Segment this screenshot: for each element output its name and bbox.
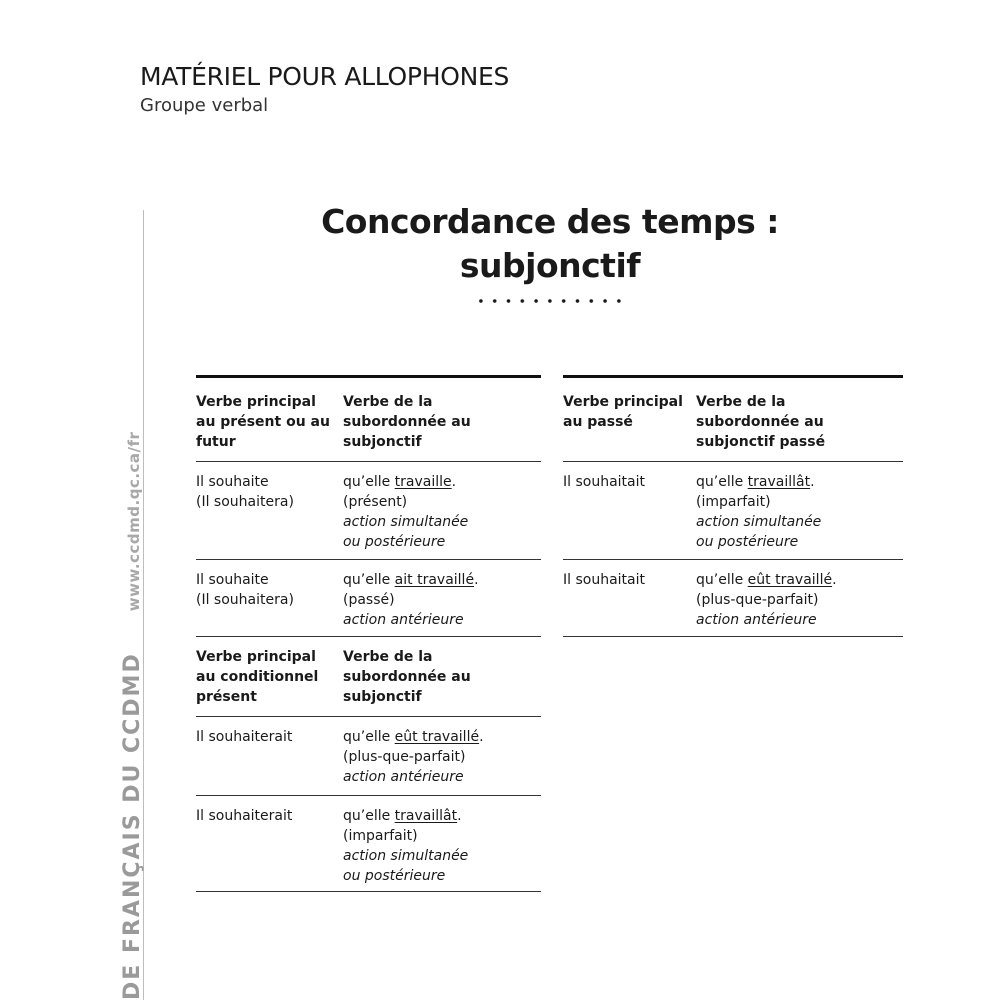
title-line-1: Concordance des temps :	[321, 202, 779, 241]
example-prefix: qu’elle	[343, 474, 395, 490]
example-suffix: .	[474, 572, 479, 588]
tense-label: (imparfait)	[343, 828, 418, 844]
tense-label: (passé)	[343, 592, 395, 608]
action-note-cont: ou postérieure	[343, 868, 446, 884]
example-sentence	[696, 570, 893, 590]
example-verb: eût travaillé	[394, 729, 480, 745]
tense-label: (plus-que-parfait)	[343, 749, 466, 765]
example-verb: travaillât	[394, 808, 458, 824]
action-note: action antérieure	[343, 612, 464, 628]
example-sentence	[696, 472, 893, 492]
header-main-verb: Verbe principal au conditionnel présent	[196, 649, 319, 705]
table-header-row	[196, 378, 541, 462]
header-main-verb: Verbe principal au passé	[563, 394, 683, 430]
example-verb: travaillât	[747, 474, 811, 490]
example-verb: ait travaillé	[394, 572, 475, 588]
subordinate-cell	[696, 472, 903, 559]
example-sentence	[343, 806, 531, 826]
main-verb-cell	[196, 727, 343, 795]
example-suffix: .	[451, 474, 457, 490]
main-verb-cell	[196, 570, 343, 636]
example-prefix: qu’elle	[343, 729, 395, 745]
action-note-cont: ou postérieure	[696, 534, 799, 550]
example-sentence	[343, 570, 531, 590]
side-branding-text: DE FRANÇAIS DU CCDMD	[120, 652, 145, 1000]
main-verb: Il souhaiterait	[196, 808, 293, 824]
table-present-conditional	[196, 375, 541, 892]
example-verb: travaille	[394, 474, 452, 490]
tense-label: (imparfait)	[696, 494, 771, 510]
action-note-cont: ou postérieure	[343, 534, 446, 550]
side-branding	[120, 432, 145, 1000]
table-row	[563, 462, 903, 560]
tense-label: (présent)	[343, 494, 408, 510]
header-main-verb: Verbe principal au présent ou au futur	[196, 394, 330, 450]
main-verb: Il souhaiterait	[196, 729, 293, 745]
example-suffix: .	[457, 808, 462, 824]
header-title: MATÉRIEL POUR ALLOPHONES	[140, 62, 510, 91]
action-note: action antérieure	[696, 612, 817, 628]
table-header-row	[563, 378, 903, 462]
action-note: action simultanée	[343, 848, 469, 864]
header-subordinate-verb: Verbe de la subordonnée au subjonctif	[343, 394, 471, 450]
main-verb-cell	[563, 570, 696, 636]
main-verb: Il souhaite	[196, 572, 269, 588]
main-verb-alt: (Il souhaitera)	[196, 592, 294, 608]
example-verb: eût travaillé	[747, 572, 833, 588]
example-prefix: qu’elle	[696, 572, 748, 588]
subordinate-cell	[696, 570, 903, 636]
table-row	[196, 560, 541, 637]
main-verb-cell	[196, 806, 343, 891]
main-verb: Il souhaitait	[563, 474, 645, 490]
main-verb: Il souhaitait	[563, 572, 645, 588]
subordinate-cell	[343, 472, 541, 559]
subordinate-cell	[343, 806, 541, 891]
subordinate-cell	[343, 570, 541, 636]
main-verb-alt: (Il souhaitera)	[196, 494, 294, 510]
example-prefix: qu’elle	[696, 474, 748, 490]
action-note: action simultanée	[343, 514, 469, 530]
action-note: action simultanée	[696, 514, 822, 530]
action-note: action antérieure	[343, 769, 464, 785]
table-row	[563, 560, 903, 637]
example-sentence	[343, 727, 531, 747]
example-suffix: .	[832, 572, 837, 588]
table-past	[563, 375, 903, 637]
header-subtitle: Groupe verbal	[140, 95, 269, 116]
tense-label: (plus-que-parfait)	[696, 592, 819, 608]
table-row	[196, 462, 541, 560]
header-subordinate-verb: Verbe de la subordonnée au subjonctif	[343, 649, 471, 705]
subordinate-cell	[343, 727, 541, 795]
main-verb-cell	[196, 472, 343, 559]
table-row	[196, 796, 541, 892]
header-subordinate-verb: Verbe de la subordonnée au subjonctif passé	[696, 394, 826, 450]
table-row	[196, 717, 541, 796]
example-suffix: .	[479, 729, 484, 745]
example-prefix: qu’elle	[343, 808, 395, 824]
table-header-row	[196, 637, 541, 717]
dotted-separator	[474, 298, 626, 304]
side-url: www.ccdmd.qc.ca/fr	[125, 431, 143, 612]
example-prefix: qu’elle	[343, 572, 395, 588]
example-sentence	[343, 472, 531, 492]
document-header	[140, 62, 509, 116]
title-line-2: subjonctif	[459, 246, 641, 285]
main-verb-cell	[563, 472, 696, 559]
main-verb: Il souhaite	[196, 474, 269, 490]
page-title	[300, 200, 800, 304]
example-suffix: .	[810, 474, 815, 490]
